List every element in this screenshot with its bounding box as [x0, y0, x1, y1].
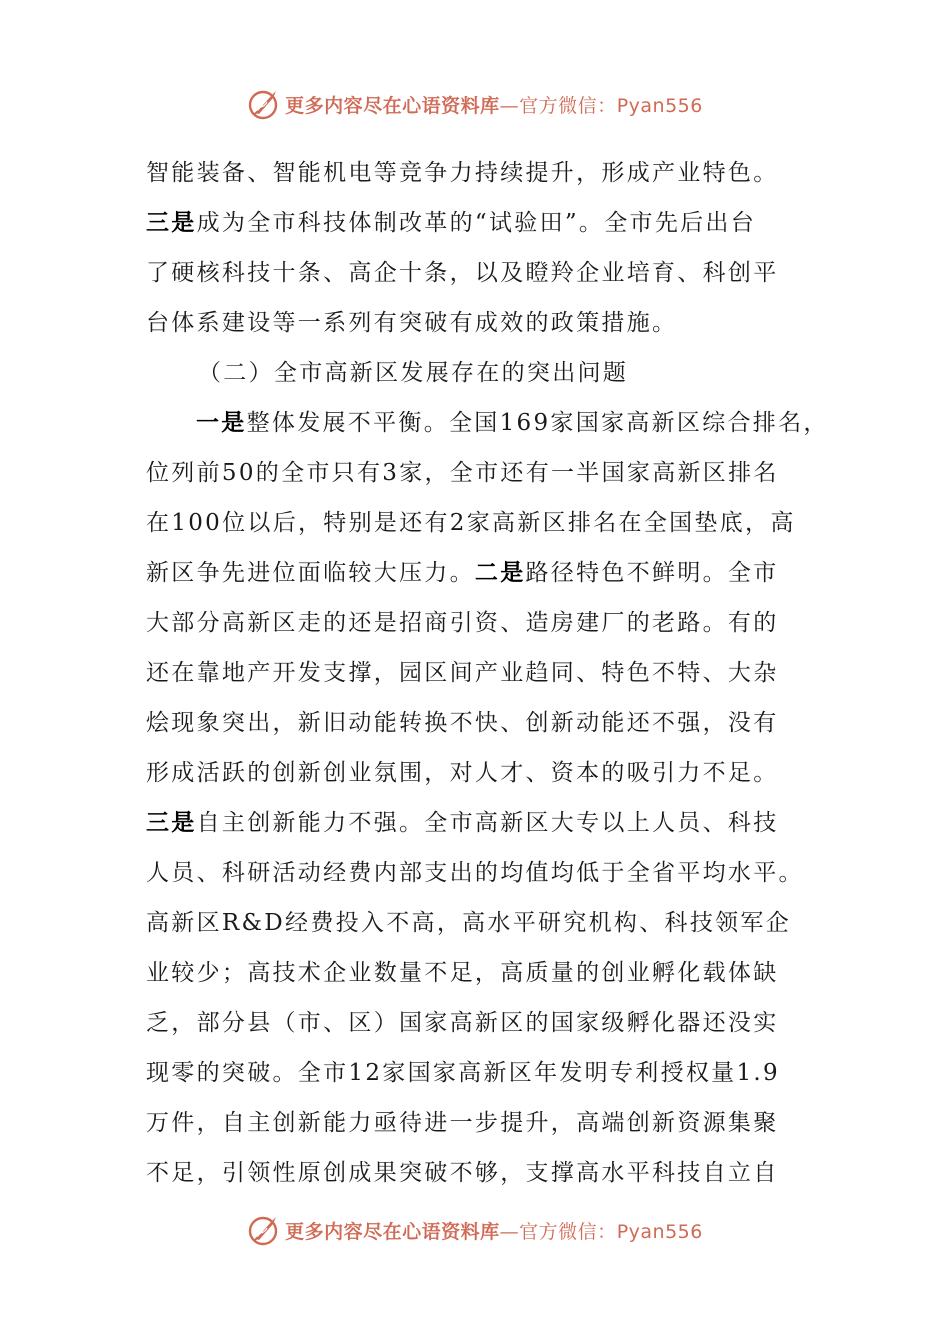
watermark-banner-bottom: [0, 1210, 950, 1250]
text-line: 高新区R&D经费投入不高，高水平研究机构、科技领军企: [146, 910, 792, 936]
text-line: 烩现象突出，新旧动能转换不快、创新动能还不强，没有: [146, 710, 779, 736]
text-line: 现零的突破。全市12家国家高新区年发明专利授权量1.9: [146, 1060, 780, 1086]
watermark-text: 更多内容尽在心语资料库—官方微信：Pyan556: [285, 1220, 703, 1243]
watermark-text: 更多内容尽在心语资料库—官方微信：Pyan556: [285, 94, 703, 117]
text-line: 新区争先进位面临较大压力。二是路径特色不鲜明。全市: [146, 559, 779, 586]
text-line: 在100位以后，特别是还有2家高新区排名在全国垫底，高: [146, 510, 796, 536]
watermark-banner-top: [0, 84, 950, 124]
quill-logo-icon: [247, 1213, 281, 1247]
text-line: 了硬核科技十条、高企十条，以及瞪羚企业培育、科创平: [146, 260, 779, 286]
text-line: 业较少；高技术企业数量不足，高质量的创业孵化载体缺: [146, 960, 779, 986]
document-body: [146, 148, 829, 1198]
text-line: 形成活跃的创新创业氛围，对人才、资本的吸引力不足。: [146, 760, 779, 786]
text-line: 乏，部分县（市、区）国家高新区的国家级孵化器还没实: [146, 1010, 779, 1036]
section-heading: （二）全市高新区发展存在的突出问题: [198, 360, 629, 386]
text-line: 万件，自主创新能力亟待进一步提升，高端创新资源集聚: [146, 1110, 779, 1136]
text-line: 位列前50的全市只有3家，全市还有一半国家高新区排名: [146, 460, 779, 486]
text-line: 一是整体发展不平衡。全国169家国家高新区综合排名，: [196, 409, 829, 436]
text-line: 人员、科研活动经费内部支出的均值均低于全省平均水平。: [146, 860, 804, 886]
text-line: 三是自主创新能力不强。全市高新区大专以上人员、科技: [146, 809, 779, 836]
text-line: 不足，引领性原创成果突破不够，支撑高水平科技自立自: [146, 1160, 779, 1186]
text-line: 台体系建设等一系列有突破有成效的政策措施。: [146, 310, 678, 336]
quill-logo-icon: [247, 87, 281, 121]
text-line: 还在靠地产开发支撑，园区间产业趋同、特色不特、大杂: [146, 660, 779, 686]
text-line: 智能装备、智能机电等竞争力持续提升，形成产业特色。: [146, 160, 779, 186]
text-line: 三是成为全市科技体制改革的“试验田”。全市先后出台: [146, 209, 757, 236]
text-line: 大部分高新区走的还是招商引资、造房建厂的老路。有的: [146, 610, 779, 636]
